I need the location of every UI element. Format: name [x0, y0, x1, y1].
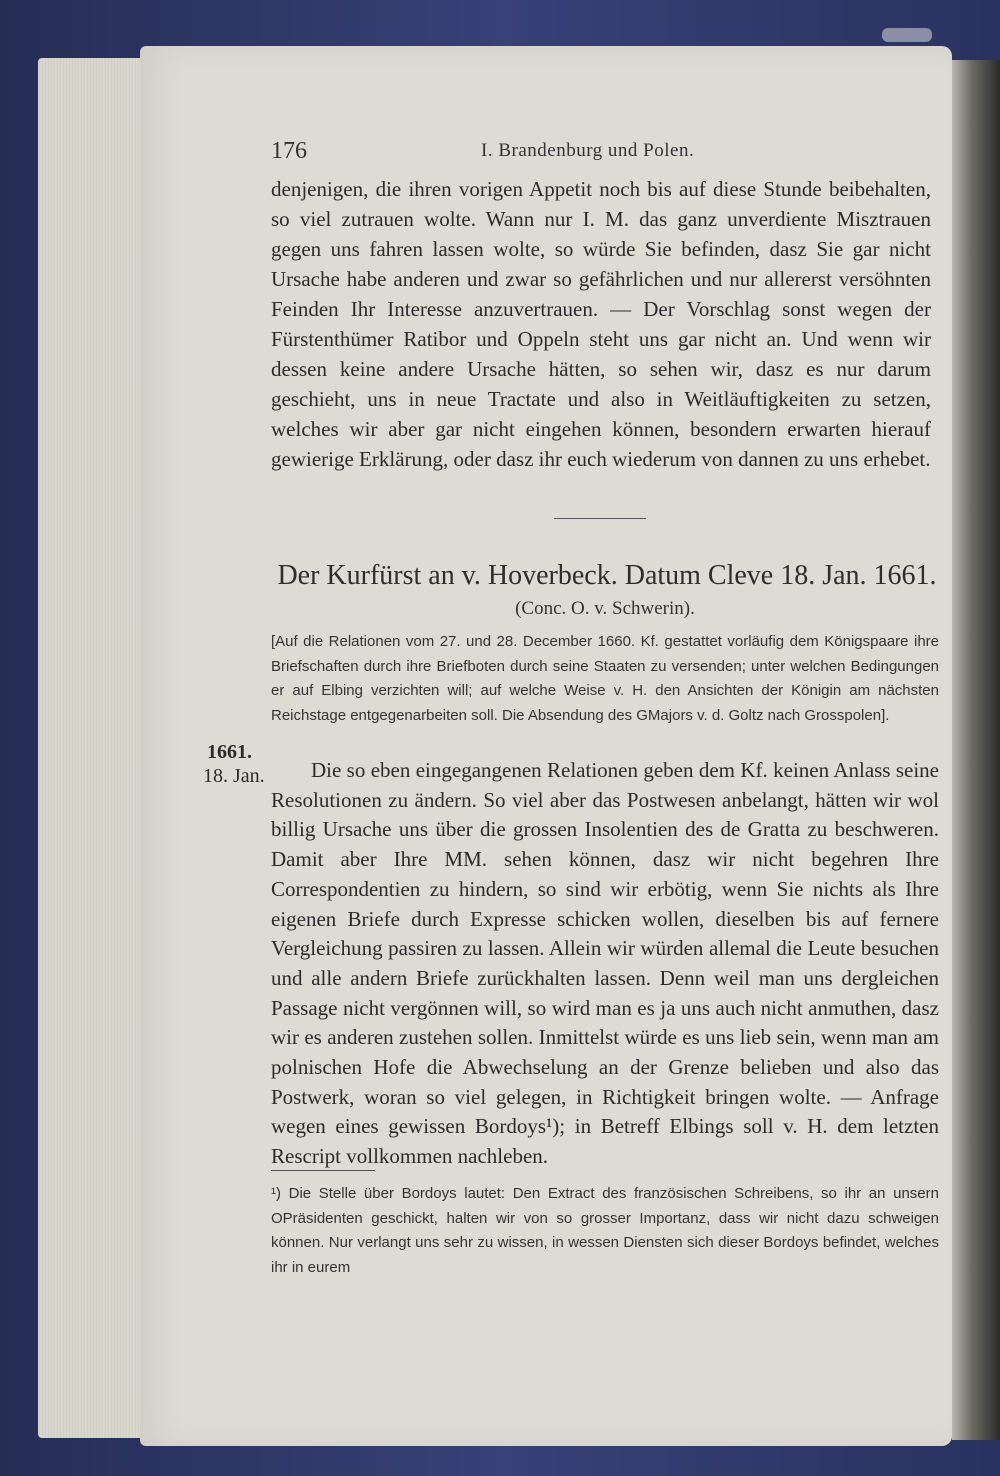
page-header	[271, 128, 939, 168]
margin-year: 1661.	[207, 741, 252, 763]
footnote-rule	[271, 1170, 375, 1171]
page-number: 176	[271, 138, 307, 164]
body-paragraph-1: denjenigen, die ihren vorigen Appetit noch bis auf diese Stunde beibehalten, so viel zutrauen wolte. Wann nur I. M. das ganz unverdiente Misztrauen gegen uns fahren lassen wolte, so würde Sie befinden, dasz Sie gar nicht Ursache habe anderen und zwar so gefährlichen und nur allererst versöhnten Feinden Ihr Interesse anzuvertrauen. — Der Vorschlag sonst wegen der Fürstenthümer Ratibor und Oppeln steht uns gar nicht an. Und wenn wir dessen keine andere Ursache hätten, so sehen wir, dasz es nur darum geschieht, uns in neue Tractate und also in Weitläuftigkeiten zu setzen, welches wir aber gar nicht eingehen können, besondern erwarten hierauf gewierige Erklärung, oder dasz ihr euch wiederum von dannen zu uns erhebet.	[271, 177, 931, 471]
conc-note: (Conc. O. v. Schwerin).	[515, 598, 695, 619]
running-title: I. Brandenburg und Polen.	[481, 140, 695, 161]
margin-date: 18. Jan.	[203, 765, 265, 787]
body-paragraph-2: Die so eben eingegangenen Relationen geben dem Kf. keinen Anlass seine Resolutionen zu ändern. So viel aber das Postwesen anbelangt, hätten wir wol billig Ursache uns über die grossen Insolentien des de Gratta zu beschweren. Damit aber Ihre MM. sehen können, dasz wir nicht begehren Ihre Correspondentien zu hindern, so sind wir erbötig, wenn Sie nichts als Ihre eigenen Briefe durch Expresse schicken wollen, dieselben bis auf fernere Vergleichung passiren zu lassen. Allein wir würden allemal die Leute besuchen und alle andern Briefe zurückhalten lassen. Denn weil man uns dergleichen Passage nicht vergönnen will, so wird man es ja uns auch nicht anmuthen, dasz wir es anderen zustehen sollen. Inmittelst würde es uns lieb sein, wenn man am polnischen Hofe die Abwechselung an der Grenze belieben und also das Postwerk, woran so viel gelegen, in Richtigkeit bringen wolte. — Anfrage wegen eines gewissen Bordoys¹); in Betreff Elbings soll v. H. dem letzten Rescript vollkommen nachleben.	[271, 758, 939, 1169]
corner-tab	[882, 28, 932, 42]
section-title: Der Kurfürst an v. Hoverbeck. Datum Cleve 18. Jan. 1661.	[277, 560, 937, 591]
document-summary: [Auf die Relationen vom 27. und 28. December 1660. Kf. gestattet vorläufig dem Königspaare ihre Briefschaften durch ihre Briefboten durch seine Staaten zu versenden; unter welchen Bedingungen er auf Elbing verzichten will; auf welche Weise v. H. den Ansichten der Königin am nächsten Reichstage entgegenarbeiten soll. Die Absendung des GMajors v. d. Goltz nach Grosspolen].	[271, 633, 939, 724]
section-separator	[554, 518, 646, 519]
footnote: ¹) Die Stelle über Bordoys lautet: Den Extract des französischen Schreibens, so ihr an unsern OPräsidenten geschickt, halten wir von so grosser Importanz, dass wir nicht dazu schweigen können. Nur verlangt uns sehr zu wissen, in wessen Diensten sich dieser Bordoys befindet, welches ihr in eurem	[271, 1185, 939, 1276]
right-page-edge	[952, 60, 1000, 1440]
